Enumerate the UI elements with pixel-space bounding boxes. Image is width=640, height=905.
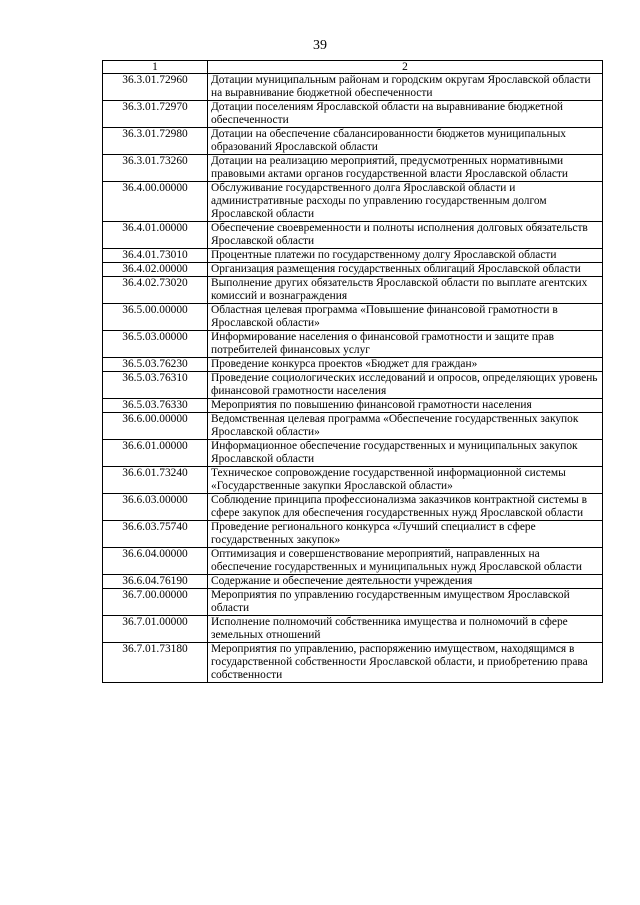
row-code-cell: 36.5.00.00000 bbox=[103, 304, 208, 331]
table-row bbox=[103, 643, 603, 683]
row-name-cell: Дотации поселениям Ярославской области на выравнивание бюджетной обеспеченности bbox=[208, 101, 603, 128]
table-row bbox=[103, 494, 603, 521]
row-code-cell: 36.6.04.76190 bbox=[103, 575, 208, 589]
table-row bbox=[103, 155, 603, 182]
row-code-cell: 36.5.03.00000 bbox=[103, 331, 208, 358]
row-name-cell: Соблюдение принципа профессионализма заказчиков контрактной системы в сфере закупок для обеспечения государственных нужд Ярославской области bbox=[208, 494, 603, 521]
table-row bbox=[103, 358, 603, 372]
row-code-cell: 36.4.01.73010 bbox=[103, 249, 208, 263]
table-row bbox=[103, 128, 603, 155]
table-row bbox=[103, 74, 603, 101]
row-name-cell: Мероприятия по управлению государственным имуществом Ярославской области bbox=[208, 589, 603, 616]
table-row bbox=[103, 277, 603, 304]
row-code-cell: 36.5.03.76330 bbox=[103, 399, 208, 413]
row-code-cell: 36.6.04.00000 bbox=[103, 548, 208, 575]
row-code-cell: 36.5.03.76230 bbox=[103, 358, 208, 372]
row-code-cell: 36.6.01.73240 bbox=[103, 467, 208, 494]
table-body bbox=[103, 74, 603, 683]
table-row bbox=[103, 413, 603, 440]
table-row bbox=[103, 548, 603, 575]
table-row bbox=[103, 263, 603, 277]
row-name-cell: Организация размещения государственных облигаций Ярославской области bbox=[208, 263, 603, 277]
row-name-cell: Дотации на обеспечение сбалансированности бюджетов муниципальных образований Ярославской области bbox=[208, 128, 603, 155]
row-name-cell: Информационное обеспечение государственных и муниципальных закупок Ярославской области bbox=[208, 440, 603, 467]
row-code-cell: 36.6.03.00000 bbox=[103, 494, 208, 521]
row-name-cell: Дотации на реализацию мероприятий, предусмотренных нормативными правовыми актами органов государственной власти Ярославской области bbox=[208, 155, 603, 182]
row-name-cell: Мероприятия по управлению, распоряжению имуществом, находящимся в государственной собственности Ярославской области, и приобретению права собственности bbox=[208, 643, 603, 683]
row-name-cell: Областная целевая программа «Повышение финансовой грамотности в Ярославской области» bbox=[208, 304, 603, 331]
table-row bbox=[103, 304, 603, 331]
row-name-cell: Дотации муниципальным районам и городским округам Ярославской области на выравнивание бюджетной обеспеченности bbox=[208, 74, 603, 101]
table-row bbox=[103, 440, 603, 467]
row-code-cell: 36.6.01.00000 bbox=[103, 440, 208, 467]
row-code-cell: 36.7.01.73180 bbox=[103, 643, 208, 683]
row-name-cell: Информирование населения о финансовой грамотности и защите прав потребителей финансовых услуг bbox=[208, 331, 603, 358]
row-code-cell: 36.6.03.75740 bbox=[103, 521, 208, 548]
row-code-cell: 36.5.03.76310 bbox=[103, 372, 208, 399]
row-name-cell: Выполнение других обязательств Ярославской области по выплате агентских комиссий и вознаграждения bbox=[208, 277, 603, 304]
row-name-cell: Содержание и обеспечение деятельности учреждения bbox=[208, 575, 603, 589]
row-code-cell: 36.3.01.73260 bbox=[103, 155, 208, 182]
table-row bbox=[103, 101, 603, 128]
row-name-cell: Процентные платежи по государственному долгу Ярославской области bbox=[208, 249, 603, 263]
table-row bbox=[103, 589, 603, 616]
row-code-cell: 36.7.00.00000 bbox=[103, 589, 208, 616]
column-header-code: 1 bbox=[103, 61, 208, 74]
table-row bbox=[103, 575, 603, 589]
column-header-name: 2 bbox=[208, 61, 603, 74]
row-code-cell: 36.6.00.00000 bbox=[103, 413, 208, 440]
table-row bbox=[103, 222, 603, 249]
table-row bbox=[103, 467, 603, 494]
row-name-cell: Обеспечение своевременности и полноты исполнения долговых обязательств Ярославской области bbox=[208, 222, 603, 249]
row-name-cell: Ведомственная целевая программа «Обеспечение государственных закупок Ярославской области» bbox=[208, 413, 603, 440]
table-row bbox=[103, 372, 603, 399]
table-row bbox=[103, 331, 603, 358]
row-code-cell: 36.7.01.00000 bbox=[103, 616, 208, 643]
table-row bbox=[103, 182, 603, 222]
table-header-row bbox=[103, 61, 603, 74]
table-row bbox=[103, 521, 603, 548]
row-code-cell: 36.4.02.73020 bbox=[103, 277, 208, 304]
row-code-cell: 36.4.02.00000 bbox=[103, 263, 208, 277]
row-name-cell: Обслуживание государственного долга Ярославской области и административные расходы по управлению государственным долгом Ярославской области bbox=[208, 182, 603, 222]
row-name-cell: Проведение социологических исследований и опросов, определяющих уровень финансовой грамотности населения bbox=[208, 372, 603, 399]
row-name-cell: Техническое сопровождение государственной информационной системы «Государственные закупки Ярославской области» bbox=[208, 467, 603, 494]
row-name-cell: Оптимизация и совершенствование мероприятий, направленных на обеспечение государственных и муниципальных нужд Ярославской области bbox=[208, 548, 603, 575]
row-code-cell: 36.3.01.72960 bbox=[103, 74, 208, 101]
row-name-cell: Проведение конкурса проектов «Бюджет для граждан» bbox=[208, 358, 603, 372]
table-row bbox=[103, 249, 603, 263]
page-number: 39 bbox=[313, 38, 327, 53]
row-code-cell: 36.3.01.72970 bbox=[103, 101, 208, 128]
row-name-cell: Проведение регионального конкурса «Лучший специалист в сфере государственных закупок» bbox=[208, 521, 603, 548]
row-code-cell: 36.3.01.72980 bbox=[103, 128, 208, 155]
budget-codes-table bbox=[102, 60, 603, 683]
table-row bbox=[103, 399, 603, 413]
row-name-cell: Мероприятия по повышению финансовой грамотности населения bbox=[208, 399, 603, 413]
row-code-cell: 36.4.01.00000 bbox=[103, 222, 208, 249]
table-row bbox=[103, 616, 603, 643]
row-name-cell: Исполнение полномочий собственника имущества и полномочий в сфере земельных отношений bbox=[208, 616, 603, 643]
row-code-cell: 36.4.00.00000 bbox=[103, 182, 208, 222]
